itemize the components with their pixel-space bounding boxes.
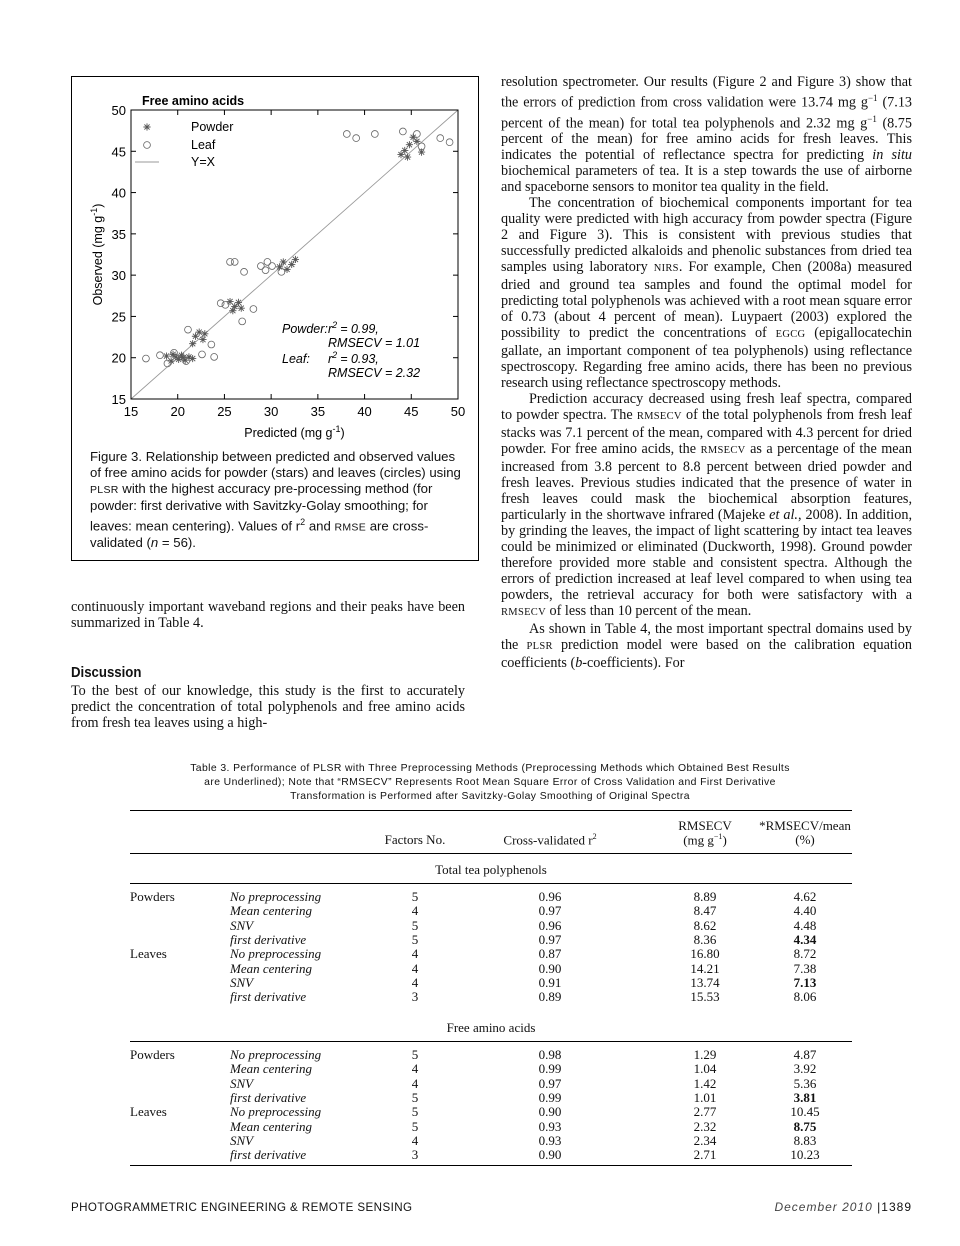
y-tick-label: 45 bbox=[111, 144, 126, 160]
header-unit-sup: −1 bbox=[713, 832, 723, 841]
powder-point bbox=[189, 355, 196, 362]
annotation-label: Powder: bbox=[282, 322, 328, 336]
annotation-r2 bbox=[328, 350, 379, 366]
x-tick-label: 25 bbox=[217, 404, 232, 419]
abbrev: RMSECV bbox=[636, 411, 682, 423]
caption-text: Figure 3. Relationship between predicted and observed values of free amino acids for powder (stars) and leaves (circles) using bbox=[90, 449, 461, 480]
y-tick-label: 35 bbox=[111, 226, 126, 242]
powder-point bbox=[201, 330, 208, 337]
leaf-point bbox=[278, 268, 285, 275]
text-run: The concentration of biochemical components important for tea quality were predicted with high accuracy from powder spectra (Figure 2 and Figure 3). This is consistent with previous studies that successfully predicted alkaloids and phenolic substances from dried tea samples using laboratory bbox=[501, 195, 912, 276]
italic-text: in situ bbox=[872, 147, 912, 164]
row-r2: 0.97 bbox=[538, 1075, 562, 1091]
row-rmsecv: 8.62 bbox=[693, 917, 717, 933]
row-pct: 5.36 bbox=[793, 1075, 817, 1091]
row-r2: 0.90 bbox=[538, 1104, 562, 1120]
header-mean-unit: (%) bbox=[795, 832, 815, 847]
x-axis-label-part: Predicted (mg g bbox=[244, 426, 333, 440]
powder-point bbox=[238, 305, 245, 312]
paragraph: To the best of our knowledge, this study is the first to accurately predict the concentration of total polyphenols and free amino acids from fresh tea leaves using a high- bbox=[71, 683, 465, 731]
x-tick-label: 15 bbox=[123, 404, 139, 419]
row-rmsecv: 2.77 bbox=[693, 1104, 717, 1120]
powder-point bbox=[229, 307, 236, 314]
row-factors: 3 bbox=[411, 989, 419, 1005]
header-unit-text: ) bbox=[722, 832, 727, 848]
row-factors: 3 bbox=[411, 1147, 419, 1163]
text-run: -coefficients). For bbox=[582, 655, 685, 672]
leaf-point bbox=[217, 300, 224, 307]
leaf-point bbox=[343, 131, 350, 138]
row-pct: 7.38 bbox=[793, 960, 817, 976]
row-group: Powders bbox=[130, 889, 175, 904]
page-footer bbox=[774, 1200, 912, 1214]
paragraph bbox=[501, 621, 912, 671]
legend-label: Leaf bbox=[191, 138, 216, 152]
row-r2: 0.97 bbox=[538, 903, 562, 919]
row-rmsecv: 1.01 bbox=[693, 1090, 717, 1106]
text-run: (8.75 percent of the mean) for free amino acids for fresh leaves. This indicates the potential of reflectance spectra for predicting bbox=[501, 115, 912, 164]
powder-point bbox=[189, 340, 196, 347]
row-rmsecv: 2.71 bbox=[693, 1147, 717, 1163]
y-axis-label-part: ) bbox=[91, 203, 105, 208]
header-factors: Factors No. bbox=[384, 832, 446, 847]
leaf-point bbox=[399, 128, 406, 135]
y-tick-label: 20 bbox=[111, 350, 126, 366]
row-method: No preprocessing bbox=[230, 889, 322, 904]
caption-text: and bbox=[305, 518, 335, 534]
row-r2: 0.90 bbox=[538, 960, 562, 976]
powder-point bbox=[280, 258, 287, 265]
row-pct: 4.62 bbox=[793, 889, 817, 904]
caption-text: = 56). bbox=[158, 535, 196, 551]
row-r2: 0.91 bbox=[538, 975, 562, 991]
annotation-r2-value: = 0.93, bbox=[340, 352, 379, 366]
row-method: No preprocessing bbox=[230, 1104, 322, 1120]
leaf-point bbox=[437, 135, 444, 142]
table-rule bbox=[130, 810, 852, 811]
powder-point bbox=[199, 336, 206, 343]
right-column-text bbox=[501, 74, 912, 671]
text-run: of the total polyphenols from fresh leaf stacks was 7.1 percent of the mean, compared with 4.3 percent for dried powder. For free amino acids, the bbox=[501, 407, 912, 458]
leaf-point bbox=[239, 318, 246, 325]
row-method: No preprocessing bbox=[230, 946, 322, 962]
x-tick-label: 35 bbox=[310, 404, 326, 419]
section-heading: Discussion bbox=[71, 664, 142, 681]
annotation-sup: 2 bbox=[332, 320, 338, 330]
row-method: Mean centering bbox=[230, 1118, 312, 1134]
row-rmsecv: 14.21 bbox=[690, 960, 720, 976]
row-r2: 0.96 bbox=[538, 889, 562, 904]
header-r2-sup: 2 bbox=[592, 832, 597, 841]
y-tick-label: 15 bbox=[111, 392, 126, 407]
y-tick-label: 50 bbox=[111, 103, 126, 118]
row-rmsecv: 2.34 bbox=[693, 1133, 717, 1149]
table-title-line: Transformation is Performed after Savitzky-Golay Smoothing of Original Spectra bbox=[290, 791, 690, 802]
row-rmsecv: 8.89 bbox=[693, 889, 717, 904]
row-r2: 0.87 bbox=[538, 946, 562, 962]
leaf-point bbox=[446, 139, 453, 146]
y-axis-label bbox=[89, 204, 105, 306]
legend-star-marker bbox=[143, 123, 150, 130]
text-run: (epigallocatechin gallate, an important component of tea polyphenols) using reflectance spectroscopy. Regarding free amino acids, there has been no previous research using reflectance spectroscopy methods. bbox=[501, 325, 912, 392]
row-r2: 0.97 bbox=[538, 932, 562, 948]
superscript: −1 bbox=[867, 113, 877, 124]
paragraph: continuously important waveband regions and their peaks have been summarized in Table 4. bbox=[71, 599, 465, 631]
row-factors: 4 bbox=[411, 1133, 419, 1149]
abbrev: RMSECV bbox=[700, 445, 746, 457]
legend-label: Y=X bbox=[191, 155, 215, 169]
legend-circle-marker bbox=[144, 142, 151, 149]
row-method: Mean centering bbox=[230, 1061, 312, 1077]
row-factors: 5 bbox=[411, 1047, 419, 1062]
row-group: Leaves bbox=[130, 946, 167, 962]
leaf-point bbox=[353, 135, 360, 142]
x-axis-label-part: -1 bbox=[332, 424, 341, 434]
row-method: first derivative bbox=[230, 989, 307, 1005]
row-rmsecv: 16.80 bbox=[690, 946, 720, 962]
x-tick-label: 20 bbox=[170, 404, 185, 419]
row-method: Mean centering bbox=[230, 903, 312, 919]
powder-point bbox=[196, 329, 203, 336]
figure-caption bbox=[90, 449, 465, 551]
abbrev: NIRS bbox=[653, 263, 679, 275]
text-run: (7.13 percent of the mean) for total tea polyphenols and 2.32 mg g bbox=[501, 94, 913, 132]
text-run: prediction model were based on the calibration equation coefficients ( bbox=[501, 637, 912, 672]
header-r2 bbox=[480, 832, 620, 848]
y-axis-label-part: Observed (mg g bbox=[91, 215, 105, 306]
row-rmsecv: 8.36 bbox=[693, 932, 717, 948]
page-number: 1389 bbox=[881, 1200, 912, 1214]
annotation-r: r bbox=[328, 352, 333, 366]
row-r2: 0.89 bbox=[538, 989, 562, 1005]
row-factors: 5 bbox=[411, 889, 419, 904]
row-method: first derivative bbox=[230, 1090, 307, 1106]
annotation-sup: 2 bbox=[332, 350, 338, 360]
row-pct: 4.34 bbox=[793, 932, 817, 948]
leaf-point bbox=[211, 353, 218, 360]
leaf-point bbox=[231, 259, 238, 266]
paragraph bbox=[501, 74, 912, 195]
powder-point bbox=[404, 153, 411, 160]
row-factors: 5 bbox=[411, 917, 419, 933]
row-pct: 8.75 bbox=[793, 1118, 817, 1134]
issue-date: December 2010 bbox=[774, 1200, 873, 1214]
leaf-point bbox=[269, 263, 276, 270]
annotation-rmsecv: RMSECV = 1.01 bbox=[328, 336, 421, 350]
powder-point bbox=[288, 261, 295, 268]
left-column-text bbox=[71, 599, 465, 731]
leaf-point bbox=[143, 355, 150, 362]
italic-text: et al. bbox=[769, 507, 798, 524]
row-factors: 4 bbox=[411, 975, 419, 991]
row-factors: 4 bbox=[411, 903, 419, 919]
annotation-rmsecv: RMSECV = 2.32 bbox=[328, 366, 421, 380]
y-axis-label-part: -1 bbox=[89, 207, 99, 216]
row-rmsecv: 8.47 bbox=[693, 903, 717, 919]
row-pct: 4.87 bbox=[793, 1047, 817, 1062]
leaf-point bbox=[413, 131, 420, 138]
caption-abbrev: RMSE bbox=[334, 521, 367, 534]
leaf-point bbox=[241, 268, 248, 275]
row-factors: 5 bbox=[411, 1090, 419, 1106]
row-rmsecv: 1.29 bbox=[693, 1047, 717, 1062]
table-title bbox=[128, 762, 852, 804]
row-r2: 0.99 bbox=[538, 1061, 562, 1077]
table-title-line: are Underlined); Note that “RMSECV” Represents Root Mean Square Error of Cross Validation and First Derivative bbox=[204, 777, 776, 788]
y-tick-label: 30 bbox=[111, 268, 126, 284]
row-factors: 4 bbox=[411, 960, 419, 976]
powder-point bbox=[292, 256, 299, 263]
leaf-point bbox=[199, 351, 206, 358]
superscript: −1 bbox=[867, 93, 878, 103]
row-method: first derivative bbox=[230, 1147, 307, 1163]
row-factors: 4 bbox=[411, 1061, 419, 1077]
row-method: SNV bbox=[230, 1133, 254, 1149]
abbrev: PLSR bbox=[526, 641, 553, 653]
caption-text: are cross-validated ( bbox=[90, 518, 429, 551]
row-factors: 5 bbox=[411, 932, 419, 948]
x-tick-label: 45 bbox=[404, 404, 419, 419]
caption-text: with the highest accuracy pre-processing method (for powder: first derivative with Savitzky-Golay smoothing; for leaves: mean centering). Values of r bbox=[90, 481, 433, 534]
row-pct: 8.83 bbox=[793, 1133, 817, 1149]
header-unit-text: (mg g bbox=[683, 832, 714, 848]
text-run: as a percentage of the mean increased from 3.8 percent to 8.8 percent between dried powder and fresh leaves. Previous studies indicated that the presence of water in fresh leaves could mask the biochemical absorption features, particularly in the shortwave infrared (Majeke bbox=[501, 441, 912, 524]
row-method: Mean centering bbox=[230, 960, 312, 976]
legend-label: Powder bbox=[191, 120, 234, 134]
abbrev: RMSECV bbox=[501, 607, 546, 619]
row-pct: 8.72 bbox=[793, 946, 817, 962]
row-factors: 4 bbox=[411, 946, 419, 962]
row-factors: 5 bbox=[411, 1104, 419, 1120]
text-run: resolution spectrometer. Our results (Figure 2 and Figure 3) show that the errors of prediction from cross validation were 13.74 mg g bbox=[501, 74, 912, 111]
row-method: No preprocessing bbox=[230, 1047, 322, 1062]
row-r2: 0.93 bbox=[538, 1133, 562, 1149]
row-r2: 0.98 bbox=[538, 1047, 562, 1062]
row-pct: 3.81 bbox=[793, 1090, 817, 1106]
table-rule bbox=[130, 1165, 852, 1166]
leaf-point bbox=[208, 341, 215, 348]
leaf-point bbox=[185, 326, 192, 333]
footer-separator: | bbox=[877, 1200, 882, 1214]
powder-point bbox=[406, 141, 413, 148]
text-run: As shown in Table 4, the most important spectral domains used by the bbox=[501, 621, 912, 654]
figure-3 bbox=[71, 76, 479, 561]
y-tick-label: 40 bbox=[111, 185, 126, 201]
text-run: , 2008). In addition, by grinding the leaves, the impact of light scattering by intact tea leaves could be minimized or eliminated (Duckworth, 1998). Ground powder therefore provided more stable and consistent spectra. Although the errors of prediction increased at leaf level compared to when using tea powders, the retrieval accuracy for both were satisfactory with a bbox=[501, 507, 912, 604]
leaf-point bbox=[250, 306, 257, 313]
section-title: Total tea polyphenols bbox=[435, 862, 547, 877]
row-r2: 0.90 bbox=[538, 1147, 562, 1163]
leaf-point bbox=[222, 301, 229, 308]
annotation-r2-value: = 0.99, bbox=[340, 322, 379, 336]
row-r2: 0.96 bbox=[538, 917, 562, 933]
row-pct: 4.40 bbox=[793, 903, 817, 919]
paragraph bbox=[501, 391, 912, 621]
annotation-r2 bbox=[328, 320, 379, 336]
leaf-point bbox=[371, 131, 378, 138]
x-tick-label: 40 bbox=[357, 404, 372, 419]
leaf-point bbox=[257, 263, 264, 270]
leaf-point bbox=[264, 259, 271, 266]
row-group: Leaves bbox=[130, 1104, 167, 1120]
text-run: . For example, Chen (2008a) measured dried and ground tea samples and found the optimal model for predicting total polyphenols was achieved with a root mean square error of 0.73 (about 4 percent of mean). Luypaert (2003) explored the possibility to predict the concentrations of bbox=[501, 259, 912, 342]
text-run: biochemical parameters of tea. It is a step towards the use of airborne and spaceborne sensors to monitor tea quality in the field. bbox=[501, 163, 912, 196]
row-rmsecv: 1.42 bbox=[693, 1075, 717, 1091]
scatter-chart bbox=[72, 77, 477, 447]
leaf-point bbox=[157, 352, 164, 359]
paragraph bbox=[501, 195, 912, 391]
row-pct: 10.45 bbox=[790, 1104, 820, 1120]
header-r2-text: Cross-validated r bbox=[503, 832, 593, 848]
annotation-label: Leaf: bbox=[282, 352, 310, 366]
x-tick-label: 50 bbox=[450, 404, 466, 419]
section-title: Free amino acids bbox=[446, 1020, 536, 1035]
journal-name: PHOTOGRAMMETRIC ENGINEERING & REMOTE SENSING bbox=[71, 1201, 413, 1214]
caption-abbrev: PLSR bbox=[90, 484, 119, 496]
chart-title: Free amino acids bbox=[142, 94, 245, 108]
row-group: Powders bbox=[130, 1047, 175, 1062]
text-run: of less than 10 percent of the mean. bbox=[545, 603, 752, 620]
header-rmsecv: RMSECV bbox=[678, 818, 732, 833]
row-pct: 7.13 bbox=[793, 975, 817, 991]
row-r2: 0.99 bbox=[538, 1090, 562, 1106]
row-pct: 8.06 bbox=[793, 989, 817, 1005]
row-r2: 0.93 bbox=[538, 1118, 562, 1134]
row-factors: 4 bbox=[411, 1075, 419, 1091]
table-rule bbox=[130, 853, 852, 854]
caption-sup: 2 bbox=[300, 517, 306, 527]
table-rule bbox=[130, 1041, 852, 1042]
row-rmsecv: 13.74 bbox=[690, 975, 720, 991]
y-tick-label: 25 bbox=[111, 309, 126, 325]
italic-text: b bbox=[575, 655, 583, 672]
row-method: first derivative bbox=[230, 932, 307, 948]
row-pct: 10.23 bbox=[790, 1147, 820, 1163]
row-method: SNV bbox=[230, 917, 254, 933]
table-rule bbox=[130, 883, 852, 884]
row-method: SNV bbox=[230, 1075, 254, 1091]
row-method: SNV bbox=[230, 975, 254, 991]
header-mean: *RMSECV/mean bbox=[759, 818, 851, 833]
caption-n: n bbox=[150, 535, 159, 551]
table-title-line: Table 3. Performance of PLSR with Three Preprocessing Methods (Preprocessing Methods which Obtained Best Results bbox=[190, 763, 790, 774]
annotation-r: r bbox=[328, 322, 333, 336]
x-tick-label: 30 bbox=[263, 404, 279, 419]
text-run: Prediction accuracy decreased using fresh leaf spectra, compared to powder spectra. The bbox=[501, 391, 912, 424]
row-pct: 4.48 bbox=[793, 917, 817, 933]
row-rmsecv: 15.53 bbox=[690, 989, 720, 1005]
row-rmsecv: 2.32 bbox=[693, 1118, 717, 1134]
row-pct: 3.92 bbox=[793, 1061, 817, 1077]
leaf-point bbox=[262, 267, 269, 274]
x-axis-label-part: ) bbox=[340, 426, 345, 440]
abbrev: EGCG bbox=[775, 329, 806, 341]
row-factors: 5 bbox=[411, 1118, 419, 1134]
leaf-point bbox=[164, 360, 171, 367]
powder-point bbox=[401, 147, 408, 154]
row-rmsecv: 1.04 bbox=[693, 1061, 717, 1077]
x-axis-label bbox=[244, 424, 344, 440]
